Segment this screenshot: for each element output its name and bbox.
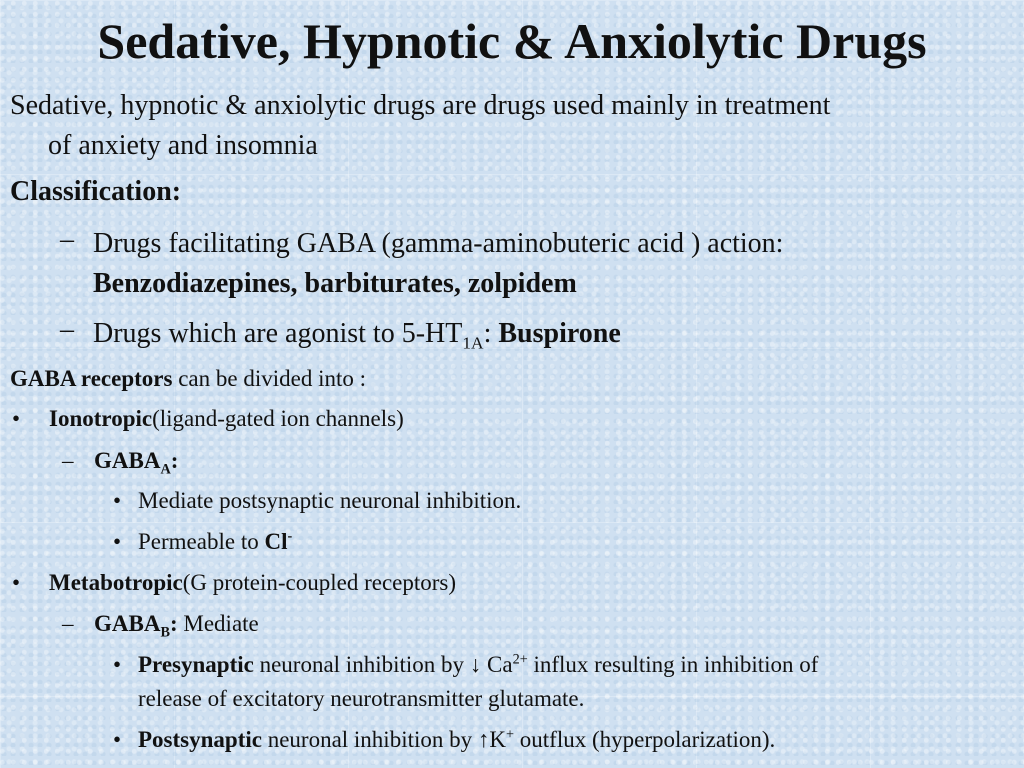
classification-item-5ht: Drugs which are agonist to $5-HT_{1A}$: Buspirone <box>93 318 621 353</box>
bullet-dot: • <box>12 570 21 595</box>
gaba-b-postsynaptic: Postsynaptic neuronal inhibition by ↑K+ outflux (hyperpolarization). <box>138 726 776 752</box>
ionotropic-item: Ionotropic(ligand-gated ion channels) <box>49 406 404 431</box>
intro-line-2: of anxiety and insomnia <box>48 130 318 161</box>
bullet-dot: • <box>113 488 122 513</box>
gaba-b-label: $GABA_B$: Mediate <box>94 611 259 641</box>
intro-line-1: Sedative, hypnotic & anxiolytic drugs are drugs used mainly in treatment <box>10 90 831 121</box>
classification-heading: Classification: <box>10 176 182 207</box>
dash-bullet: – <box>60 314 74 345</box>
dash-bullet: – <box>62 611 74 636</box>
intro-text <box>10 86 830 166</box>
gaba-receptors-intro: GABA receptors can be divided into : <box>10 366 367 391</box>
gaba-a-point-2: Permeable to Cl- <box>138 528 293 554</box>
dash-bullet: – <box>60 224 74 255</box>
bullet-dot: • <box>12 406 21 431</box>
bullet-dot: • <box>113 652 122 677</box>
gaba-b-presynaptic-line-2: release of excitatory neurotransmitter glutamate. <box>138 686 585 711</box>
classification-item-gaba: Drugs facilitating GABA (gamma-aminobuteric acid ) action: <box>93 228 784 259</box>
gaba-a-label: $GABA_A$: <box>94 448 179 478</box>
classification-item-gaba-drugs: Benzodiazepines, barbiturates, zolpidem <box>93 268 577 299</box>
buspirone: Buspirone <box>498 318 621 349</box>
gaba-b-presynaptic: Presynaptic neuronal inhibition by ↓ $Ca^{2+}$ influx resulting in inhibition of <box>138 651 819 677</box>
slide-title: Sedative, Hypnotic & Anxiolytic Drugs <box>97 13 927 69</box>
gaba-a-point-1: Mediate postsynaptic neuronal inhibition. <box>138 488 522 513</box>
dash-bullet: – <box>62 448 74 473</box>
metabotropic-item: Metabotropic(G protein-coupled receptors) <box>49 570 457 595</box>
bullet-dot: • <box>113 727 122 752</box>
bullet-dot: • <box>113 529 122 554</box>
